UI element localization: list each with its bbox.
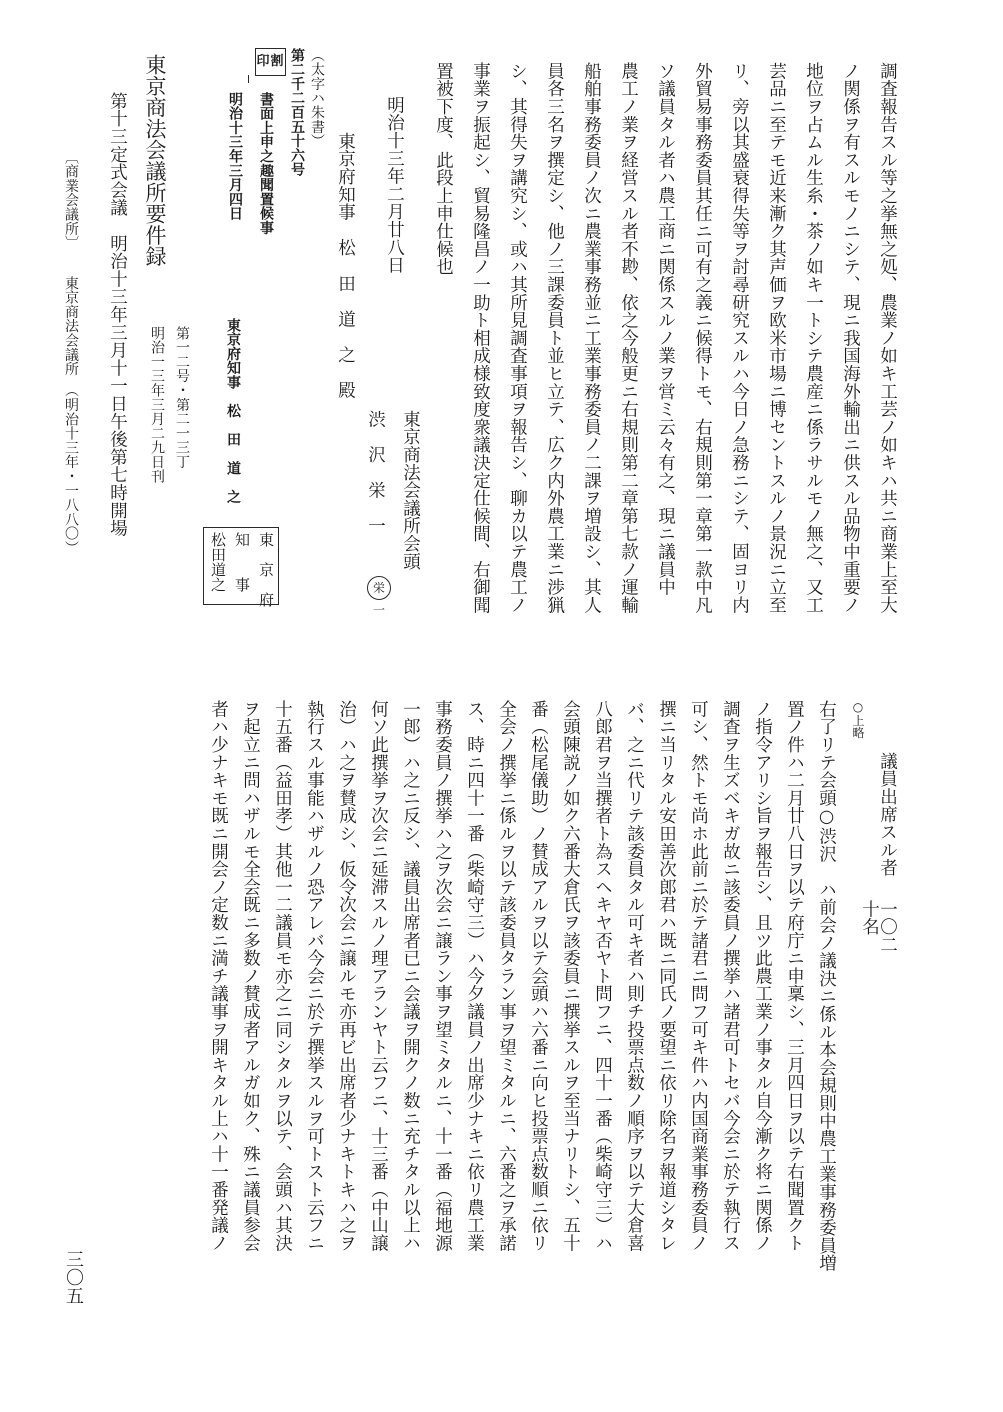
proceedings-col-7: バ、之ニ代リテ該委員タル可キ者ハ則チ投票点数ノ順序ヲ以テ大倉喜: [624, 700, 645, 1252]
memorial-col-10: 員各三名ヲ撰定シ、他ノ三課委員ト並ヒ立テ、広ク内外農工業ニ渉猟: [544, 62, 565, 614]
governor-seal-line-2: 知 事: [233, 532, 251, 592]
memorial-col-9: 船舶事務委員ノ次ニ農業事務並ニ工業事務委員ノ二課ヲ増設シ、其人: [581, 62, 602, 614]
approval-date: 明治十三年三月四日: [227, 92, 243, 221]
proceedings-col-14: 一郎）ハ之ニ反シ、議員出席者已ニ会議ヲ開クノ数ニ充チタル以上ハ: [400, 700, 421, 1252]
proceedings-col-11: 全会ノ撰挙ニ係ルヲ以テ該委員タラン事ヲ望ミタルニ、六番之ヲ承諾: [496, 700, 517, 1252]
omitted-mark: ○上略: [851, 700, 865, 739]
memorial-col-11: シ、其得失ヲ講究シ、或ハ其所見調査事項ヲ報告シ、聊カ以テ農工ノ: [507, 62, 528, 614]
proceedings-col-1: 右了リテ会頭○渋沢 ハ前会ノ議決ニ係ル本会規則中農工業事務委員増: [816, 700, 837, 1273]
memorial-col-13: 置被下度、此段上申仕候也: [433, 62, 454, 276]
memorial-col-6: 外貿易事務委員其任ニ可有之義ニ候得トモ、右規則第一章第一款中凡: [692, 62, 713, 614]
memorial-col-1: 調査報告スル等之挙無之処、農業ノ如キ工芸ノ如キハ共ニ商業上至大: [877, 62, 898, 614]
proceedings-col-20: 者ハ少ナキモ既ニ開会ノ定数ニ満チ議事ヲ開キタル上ハ十一番発議ノ: [208, 700, 229, 1252]
proceedings-col-4: 調査ヲ生ズベキガ故ニ該委員ノ撰挙ハ諸君可トセバ今会ニ於テ執行ス: [720, 700, 741, 1252]
source-title: 東京商法会議所要件録: [143, 54, 167, 267]
proceedings-col-10: 番（松尾儀助）ノ賛成アルヲ以テ会頭ハ六番ニ向ヒ投票点数順ニ依リ: [528, 700, 549, 1252]
sender-seal: 栄一: [367, 576, 391, 600]
proceedings-col-9: 会頭陳説ノ如ク六番大倉氏ヲ該委員ニ撰挙スルヲ至当ナリトシ、五十: [560, 700, 581, 1252]
memorial-col-4: 芸品ニ至テモ近来漸ク其声価ヲ欧米市場ニ博セントスルノ景況ニ立至: [766, 62, 787, 614]
proceedings-col-15: 何ソ此撰挙ヲ次会ニ延滞スルノ理アランヤト云フニ、十三番（中山譲: [368, 700, 389, 1252]
print-seal-line: [248, 75, 250, 83]
document-number: 第二千二百五十六号: [289, 48, 305, 177]
approval-text: 書面上申之趣聞置候事: [258, 92, 274, 235]
proceedings-col-8: 八郎君ヲ当撰者ト為スヘキヤ否ヤト問フニ、四十一番（柴崎守三）ハ: [592, 700, 613, 1252]
proceedings-col-3: ノ指令アリシ旨ヲ報告シ、且ツ此農工業ノ事タル自今漸ク将ニ関係ノ: [752, 700, 773, 1252]
memorial-col-5: リ、旁以其盛衰得失等ヲ討尋研究スルハ今日ノ急務ニシテ、固ヨリ内: [729, 62, 750, 614]
proceedings-col-5: 可シ、然トモ尚ホ此前ニ於テ諸君ニ問フ可キ件ハ内国商業事務委員ノ: [688, 700, 709, 1252]
attendance-label: 議員出席スル者: [877, 752, 898, 877]
proceedings-col-2: 置ノ件ハ二月廿八日ヲ以テ府庁ニ申稟シ、三月四日ヲ以テ右聞置クト: [784, 700, 805, 1252]
governor-seal-line-3: 松田道之: [209, 532, 227, 592]
proceedings-col-17: 執行スル事能ハザルノ恐アレバ今会ニ於テ撰挙スルヲ可トスト云フニ: [304, 700, 325, 1252]
proceedings-col-12: ス、時ニ四十一番（柴崎守三）ハ今夕議員ノ出席少ナキニ依リ農工業: [464, 700, 485, 1252]
sender-org: 東京商法会議所会頭: [400, 410, 421, 571]
proceedings-col-18: 十五番（益田孝）其他一二議員モ亦之ニ同シタルヲ以テ、会頭ハ其決: [272, 700, 293, 1252]
source-detail-date: 明治一三年三月二九日刊: [149, 326, 165, 484]
memorial-col-8: 農工ノ業ヲ経営スル者不尠、依之今般更ニ右規則第二章第七款ノ運輸: [618, 62, 639, 614]
print-seal-label: 印割: [255, 48, 286, 76]
attendance-count: 一〇二: [877, 900, 898, 954]
bracket-label: 〔商業会議所〕: [63, 150, 79, 251]
memorial-date: 明治十三年二月廿八日: [384, 96, 405, 274]
memorial-col-3: 地位ヲ占ムル生糸・茶ノ如キ一トシテ農産ニ係ラサルモノ無之、又工: [803, 62, 824, 614]
sender-name: 渋 沢 栄 一: [365, 410, 386, 535]
source-detail: 第一二号・第二一三丁: [174, 326, 190, 469]
page-number: 三〇五: [63, 1250, 84, 1305]
memorial-col-2: ノ関係ヲ有スルモノニシテ、現ニ我国海外輸出ニ供スル品物中重要ノ: [840, 62, 861, 614]
red-ink-note: （太字ハ朱書）: [309, 48, 325, 149]
governor-seal-line-1: 東 京 府: [257, 532, 275, 607]
memorial-col-12: 事業ヲ振起シ、貿易隆昌ノ一助ト相成様致度衆議決定仕候間、右御聞: [470, 62, 491, 614]
governor-seal-stamp: [203, 527, 279, 605]
attendance-count-2: 十名: [859, 900, 880, 936]
bracket-source: 東京商法会議所 （明治十三年・一八八〇）: [63, 276, 79, 555]
proceedings-col-13: 事務委員ノ撰挙ハ之ヲ次会ニ譲ラン事ヲ望ミタルニ、十一番（福地源: [432, 700, 453, 1252]
proceedings-col-6: 撰ニ当リタル安田善次郎君ハ既ニ同氏ノ要望ニ依リ除名ヲ報道シタレ: [656, 700, 677, 1252]
meeting-heading: 第十三定式会議 明治十三年三月十一日午後第七時開場: [107, 92, 128, 537]
proceedings-col-16: 治）ハ之ヲ賛成シ、仮令次会ニ譲ルモ亦再ビ出席者少ナキトキハ之ヲ: [336, 700, 357, 1252]
proceedings-col-19: ヲ起立ニ問ハザルモ全会既ニ多数ノ賛成者アルガ如ク、殊ニ議員参会: [240, 700, 261, 1252]
memorial-col-7: ソ議員タル者ハ農工商ニ関係スルノ業ヲ営ミ云々有之、現ニ議員中: [655, 62, 676, 596]
addressee: 東京府知事 松 田 道 之 殿: [335, 132, 356, 399]
governor-signature: 東京府知事 松 田 道 之: [225, 318, 241, 504]
